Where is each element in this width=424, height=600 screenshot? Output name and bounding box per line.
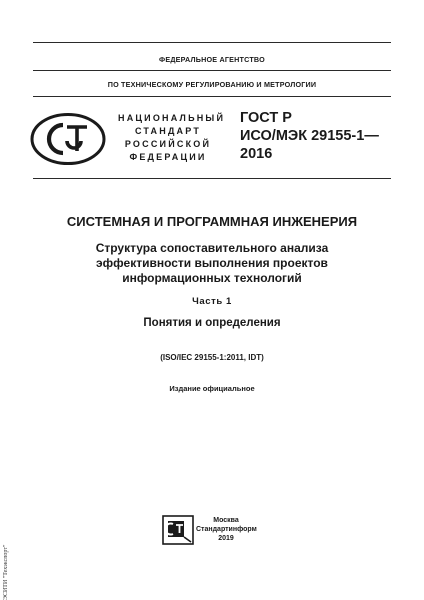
part-number: Часть 1 [192,296,232,307]
standartinform-logo-icon [162,515,194,545]
standard-code-line2: ИСО/МЭК 29155-1— [240,128,379,144]
standard-label-national: НАЦИОНАЛЬНЫЙ [118,113,226,123]
standard-label-standard: СТАНДАРТ [134,126,202,136]
top-rule [33,42,391,43]
standard-label-russian: РОССИЙСКОЙ [124,139,212,149]
subtitle-line-3: информационных технологий [122,271,302,285]
gost-r-emblem-icon [30,113,106,165]
edition-note: Издание официальное [169,384,255,393]
agency-name: ФЕДЕРАЛЬНОЕ АГЕНТСТВО [159,55,265,64]
source-standard: (ISO/IEC 29155-1:2011, IDT) [160,353,264,362]
subtitle-line-1: Структура сопоставительного анализа [95,241,329,255]
header-bottom-rule [33,96,391,97]
standard-code-line1: ГОСТ Р [240,110,292,126]
publication-year: 2019 [218,535,234,542]
standard-block-rule [33,178,391,179]
publisher-city: Москва [213,517,239,524]
standard-label-federation: ФЕДЕРАЦИИ [129,152,207,162]
standard-code-year: 2016 [240,146,273,162]
side-watermark-note: ЭСИТИ "Техэкспорт" [3,544,9,600]
subtitle-line-2: эффективности выполнения проектов [96,256,328,270]
agency-rule [33,70,391,71]
part-title: Понятия и определения [143,317,281,329]
document-title: СИСТЕМНАЯ И ПРОГРАММНАЯ ИНЖЕНЕРИЯ [66,214,358,229]
publisher-name: Стандартинформ [196,526,257,533]
agency-subtitle: ПО ТЕХНИЧЕСКОМУ РЕГУЛИРОВАНИЮ И МЕТРОЛОГИИ [107,80,317,89]
publisher-block [196,516,256,543]
